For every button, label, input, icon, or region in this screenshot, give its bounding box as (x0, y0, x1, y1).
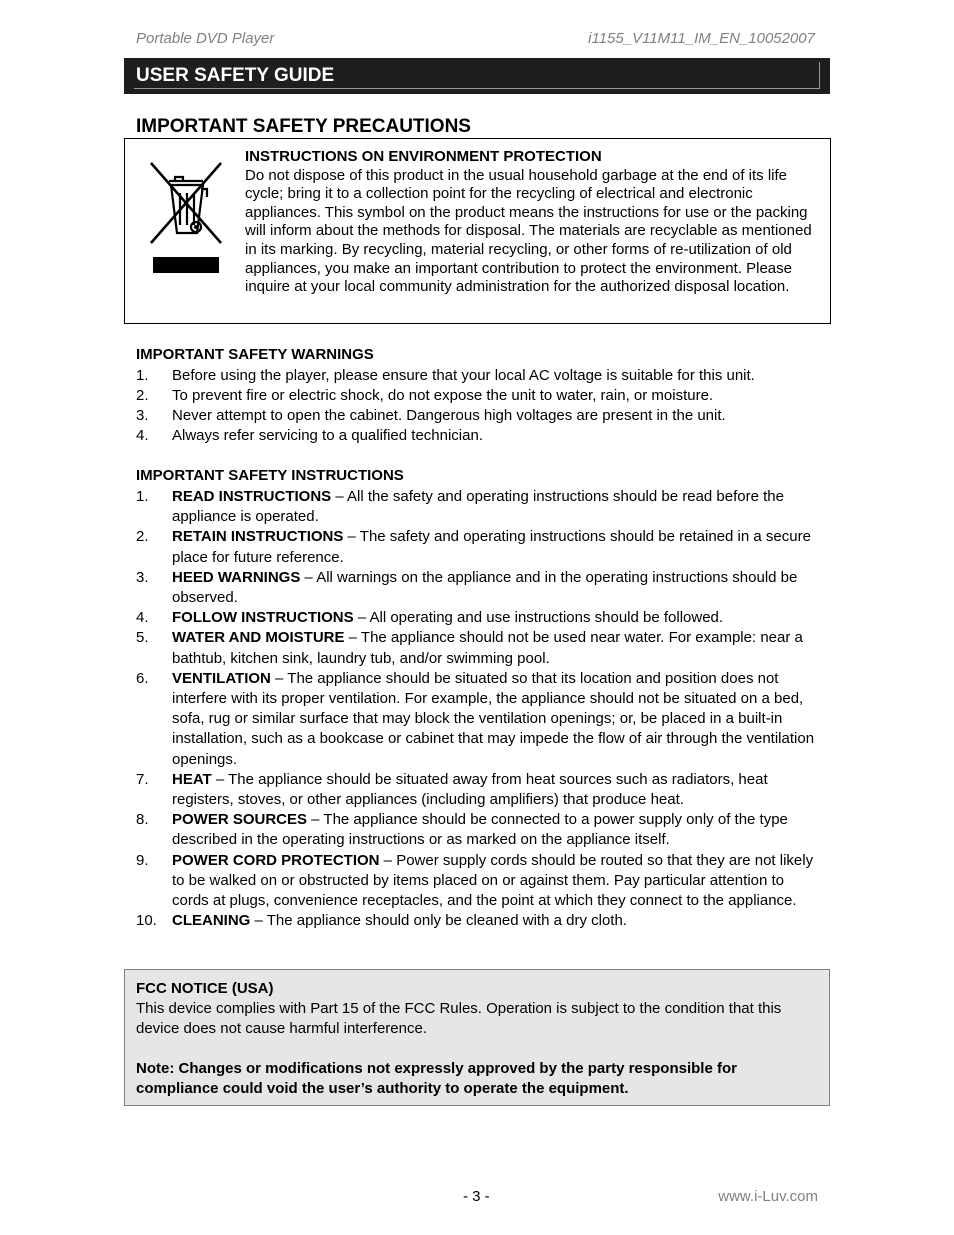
header-document-code: i1155_V11M11_IM_EN_10052007 (588, 30, 815, 47)
instruction-item (136, 527, 820, 567)
warning-text: Before using the player, please ensure that your local AC voltage is suitable for this unit. (172, 367, 755, 384)
instruction-label: WATER AND MOISTURE (172, 629, 345, 647)
warnings-list (136, 366, 820, 446)
instruction-text: – The appliance should be situated away from heat sources such as radiators, heat registers, stoves, or other appliances (including amplifiers) that produce heat. (172, 770, 768, 809)
warnings-title: IMPORTANT SAFETY WARNINGS (136, 346, 374, 363)
warning-item (136, 426, 820, 446)
warning-text: To prevent fire or electric shock, do not expose the unit to water, rain, or moisture. (172, 387, 714, 404)
fcc-spacer (136, 1039, 816, 1059)
instruction-item (136, 770, 820, 810)
instruction-item (136, 810, 820, 850)
instruction-label: HEED WARNINGS (172, 568, 301, 586)
instruction-text: – All operating and use instructions should be followed. (353, 609, 724, 627)
warning-item (136, 406, 820, 426)
warning-text: Never attempt to open the cabinet. Dangerous high voltages are present in the unit. (172, 407, 726, 424)
footer-website: www.i-Luv.com (718, 1188, 818, 1205)
fcc-content (136, 979, 816, 1099)
instruction-number: 1. (136, 488, 149, 505)
instruction-text: – The appliance should be connected to a power supply only of the type described in the operating instructions or as marked on the appliance itself. (172, 811, 788, 849)
instruction-number: 2. (136, 528, 149, 546)
header-product-name: Portable DVD Player (136, 30, 275, 47)
instructions-list (136, 487, 820, 931)
instruction-item (136, 851, 820, 912)
warning-number: 3. (136, 407, 149, 424)
warning-number: 4. (136, 427, 149, 444)
page-title: USER SAFETY GUIDE (136, 65, 335, 86)
warning-item (136, 386, 820, 406)
section-title: IMPORTANT SAFETY PRECAUTIONS (136, 116, 471, 137)
instruction-label: VENTILATION (172, 669, 271, 687)
instruction-item (136, 628, 820, 668)
instruction-label: POWER CORD PROTECTION (172, 851, 380, 869)
title-bar (124, 58, 830, 94)
instruction-item (136, 911, 820, 931)
page-number: - 3 - (463, 1188, 490, 1205)
instruction-number: 3. (136, 568, 149, 586)
instruction-text: – Power supply cords should be routed so that they are not likely to be walked on or obstructed by items placed on or against them. Pay particular attention to cords at plugs, convenience receptacles, and the point at which they connect to the appliance. (172, 851, 814, 910)
instruction-label: HEAT (172, 770, 212, 788)
instruction-item (136, 608, 820, 628)
instruction-label: CLEANING (172, 912, 251, 930)
instruction-label: FOLLOW INSTRUCTIONS (172, 609, 354, 627)
instruction-text: – The appliance should not be used near water. For example: near a bathtub, kitchen sink, laundry tub, and/or swimming pool. (172, 629, 803, 667)
warning-number: 2. (136, 387, 149, 404)
fcc-title: FCC NOTICE (USA) (136, 980, 274, 997)
instruction-number: 5. (136, 629, 149, 647)
instruction-text: – The appliance should be situated so that its location and position does not interfere with its proper ventilation. For example, the appliance should not be situated on a bed, sofa, rug or similar surface that may block the ventilation openings; or, be placed in a built-in installation, such as a bookcase or cabinet that may impede the flow of air through the ventilation openings. (172, 669, 815, 768)
environment-body: Do not dispose of this product in the usual household garbage at the end of its life cycle; bring it to a collection point for the recycling of electrical and electronic appliances. This symbol on the product means the instructions for use or the packing will inform about the methods for disposal. The materials are recyclable as mentioned in its marking. By recycling, material recycling, or other forms of re-utilization of old appliances, you make an important contribution to protect the environment. Please inquire at your local community administration for the authorized disposal location. (245, 166, 812, 296)
instruction-number: 7. (136, 770, 149, 788)
warning-number: 1. (136, 367, 149, 384)
fcc-note: Note: Changes or modifications not expressly approved by the party responsible for compliance could void the user’s authority to operate the equipment. (136, 1060, 737, 1097)
instruction-label: READ INSTRUCTIONS (172, 488, 332, 505)
instruction-label: RETAIN INSTRUCTIONS (172, 528, 344, 546)
instruction-number: 4. (136, 609, 149, 627)
instruction-text: – The safety and operating instructions should be retained in a secure place for future reference. (172, 528, 811, 566)
instruction-label: POWER SOURCES (172, 811, 308, 829)
instruction-number: 8. (136, 811, 149, 829)
environment-title: INSTRUCTIONS ON ENVIRONMENT PROTECTION (245, 148, 602, 165)
environment-text-block (245, 148, 823, 297)
instruction-text: – All warnings on the appliance and in the operating instructions should be observed. (172, 568, 798, 607)
instruction-item (136, 669, 820, 770)
instructions-title: IMPORTANT SAFETY INSTRUCTIONS (136, 467, 404, 484)
instruction-text: – The appliance should only be cleaned with a dry cloth. (250, 912, 627, 930)
warning-item (136, 366, 820, 386)
fcc-text: This device complies with Part 15 of the FCC Rules. Operation is subject to the condition that this device does not cause harmful interference. (136, 1000, 782, 1037)
instruction-item (136, 487, 820, 527)
environment-box (124, 138, 831, 324)
crossed-out-wheelie-bin-icon (147, 159, 225, 275)
instruction-item (136, 568, 820, 608)
warning-text: Always refer servicing to a qualified technician. (172, 427, 483, 444)
instruction-text: – All the safety and operating instructions should be read before the appliance is operated. (172, 488, 784, 526)
fcc-notice-box (124, 969, 830, 1106)
instruction-number: 10. (136, 912, 157, 930)
instruction-number: 6. (136, 669, 149, 687)
instruction-number: 9. (136, 851, 149, 869)
